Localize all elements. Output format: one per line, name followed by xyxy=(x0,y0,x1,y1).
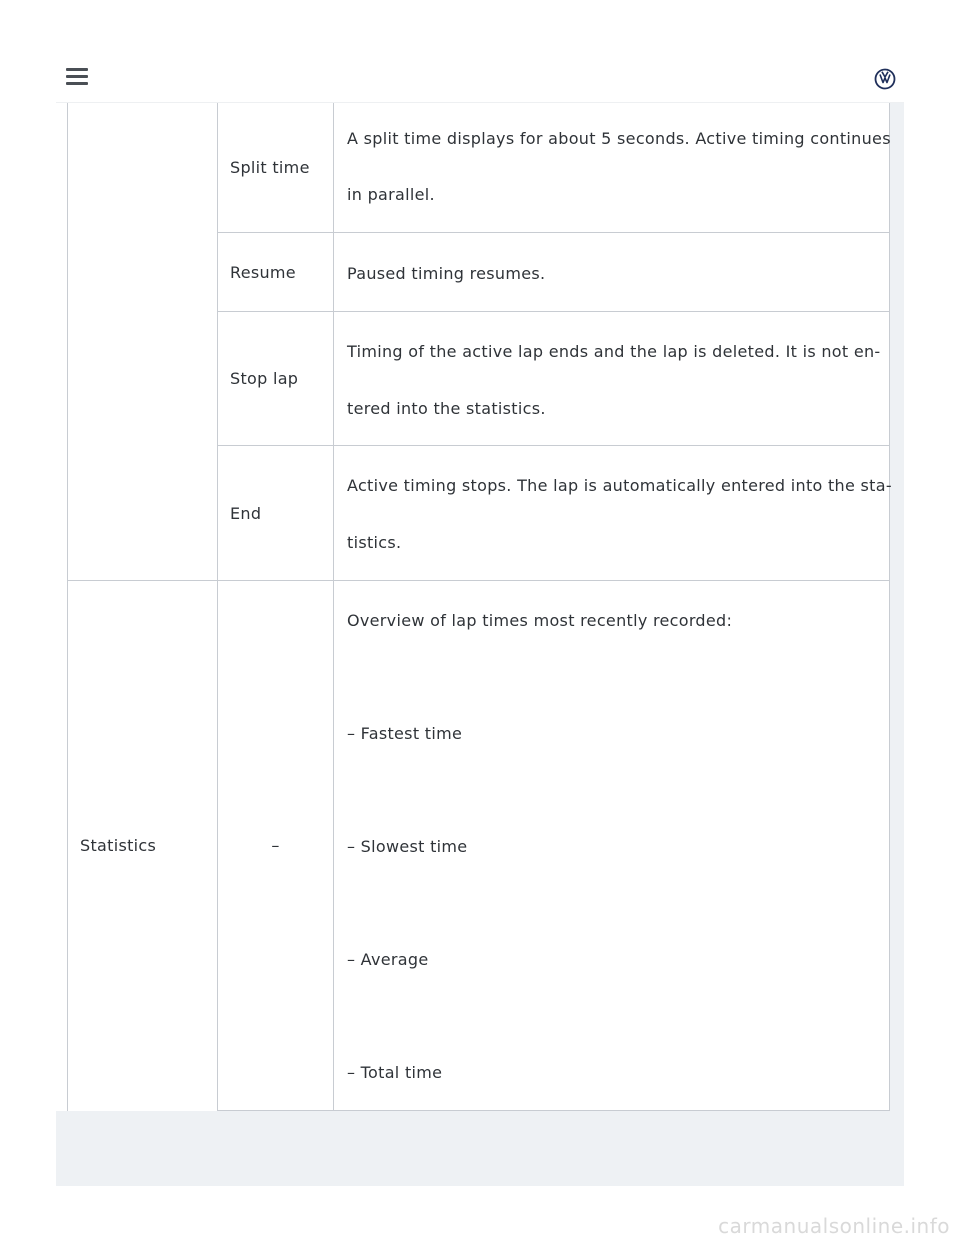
row-divider xyxy=(217,232,890,233)
list-item-slowest-time: – Slowest time xyxy=(347,837,468,856)
vw-logo-icon[interactable] xyxy=(874,68,896,90)
menu-statistics: Statistics xyxy=(80,836,157,855)
table-border-bottom xyxy=(217,1110,890,1111)
description-line: A split time displays for about 5 seconds. Active timing continues xyxy=(347,129,891,148)
description-line: Overview of lap times most recently recorded: xyxy=(347,611,733,630)
watermark-text: carmanualsonline.info xyxy=(718,1214,950,1238)
list-item-average: – Average xyxy=(347,950,429,969)
description-line: tistics. xyxy=(347,533,402,552)
table-border-right xyxy=(889,103,890,1111)
function-stop-lap: Stop lap xyxy=(230,369,299,388)
description-line: Paused timing resumes. xyxy=(347,264,546,283)
function-resume: Resume xyxy=(230,262,296,282)
row-divider xyxy=(67,580,890,581)
description-line: Active timing stops. The lap is automatically entered into the sta- xyxy=(347,476,892,495)
description-line: tered into the statistics. xyxy=(347,399,546,418)
function-none: – xyxy=(271,836,280,855)
function-split-time: Split time xyxy=(230,158,310,177)
row-divider xyxy=(217,311,890,312)
function-end: End xyxy=(230,503,262,523)
description-line: in parallel. xyxy=(347,185,435,204)
list-item-fastest-time: – Fastest time xyxy=(347,724,463,743)
description-line: Timing of the active lap ends and the lap is deleted. It is not en- xyxy=(347,342,881,361)
table-sheet xyxy=(56,103,890,1111)
table-border-left xyxy=(67,103,68,1111)
hamburger-menu-icon[interactable] xyxy=(66,68,88,86)
list-item-total-time: – Total time xyxy=(347,1063,443,1082)
row-divider xyxy=(217,445,890,446)
column-divider-2 xyxy=(333,103,334,1111)
top-bar xyxy=(56,56,904,103)
